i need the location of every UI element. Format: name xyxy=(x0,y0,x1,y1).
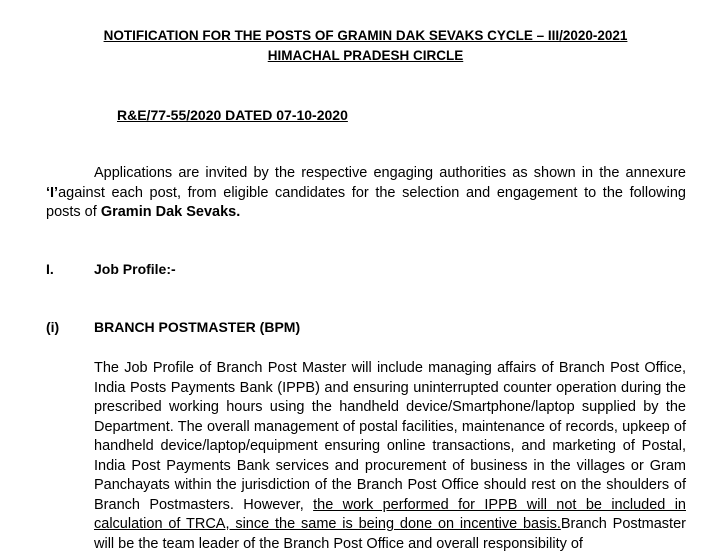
intro-paragraph xyxy=(46,164,686,223)
intro-text-part1: Applications are invited by the respective engaging authorities as shown in the annexure xyxy=(94,165,686,181)
bpm-text-part1: The Job Profile of Branch Post Master will include managing affairs of Branch Post Office, India Posts Payments Bank (IPPB) and ensuring uninterrupted counter operation during the prescribed working hours using the handheld device/Smartphone/laptop supplied by the Department. The overall management of postal facilities, maintenance of records, upkeep of handheld device/laptop/equipment ensuring online transactions, and marketing of Postal, India Post Payments Bank services and procurement of business in the villages or Gram Panchayats within the jurisdiction of the Branch Post Office should rest on the shoulders of Branch Postmasters. However, xyxy=(94,360,686,513)
reference-number: R&E/77-55/2020 DATED 07-10-2020 xyxy=(117,107,348,123)
subsection-number: (i) xyxy=(46,319,60,335)
ippb-note-underlined: the work performed for IPPB will not be included in calculation of TRCA, since the same is being done on incentive basis. xyxy=(94,496,686,532)
bpm-job-profile-paragraph xyxy=(94,359,686,551)
annexure-label: ‘I’ xyxy=(46,184,59,201)
section-heading: Job Profile:- xyxy=(94,261,176,277)
notification-title: NOTIFICATION FOR THE POSTS OF GRAMIN DAK SEVAKS CYCLE – III/2020-2021 xyxy=(103,28,628,43)
section-number: I. xyxy=(46,261,54,277)
intro-text-part2: against each post, from eligible candidates for the selection and engagement to the following posts of xyxy=(46,184,686,220)
subsection-heading: BRANCH POSTMASTER (BPM) xyxy=(94,319,301,335)
circle-title: HIMACHAL PRADESH CIRCLE xyxy=(267,48,464,63)
bpm-text-part2: Branch Postmaster will be the team leader of the Branch Post Office and overall responsibility of xyxy=(94,516,686,551)
posts-label: Gramin Dak Sevaks. xyxy=(100,204,241,220)
